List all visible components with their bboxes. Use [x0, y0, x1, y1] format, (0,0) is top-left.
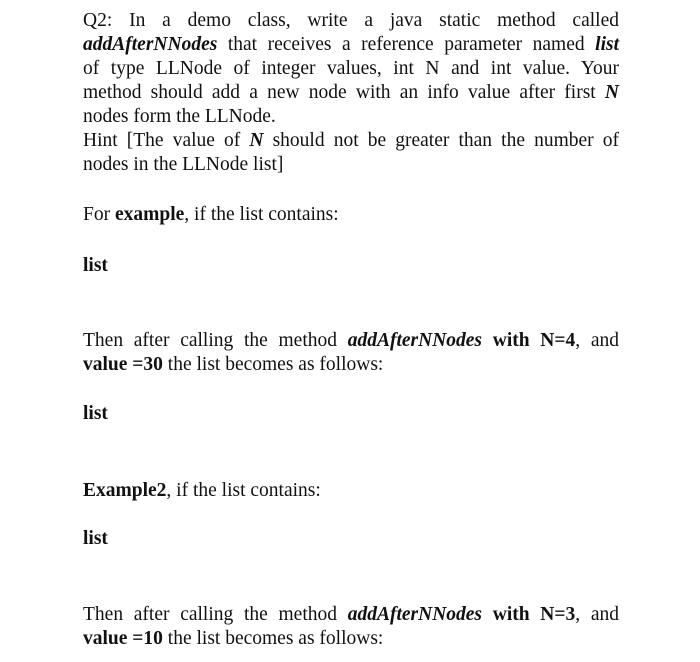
example1-intro-line [83, 203, 619, 227]
example-label: example [114, 204, 185, 225]
example1-result-paragraph [83, 329, 619, 377]
hint-text-post: should not be greater than the number of [263, 130, 620, 151]
question-line-4 [83, 81, 619, 105]
example1-value: value =30 [83, 354, 163, 375]
question-line-2 [83, 33, 619, 57]
example2-result-paragraph [83, 603, 619, 651]
example2-then-pre: Then after calling the method [83, 604, 348, 625]
question-line-4-text: method should add a new node with an info value after first [83, 82, 605, 103]
question-line-1: Q2: In a demo class, write a java static method called [83, 10, 619, 31]
question-line-3: of type LLNode of integer values, int N and int value. Your [83, 58, 619, 79]
example1-n-value: with N=4 [482, 330, 576, 351]
example2-intro [83, 479, 619, 503]
example1-value-line [83, 353, 619, 377]
example2-then-line [83, 603, 619, 627]
hint-n-variable: N [249, 130, 264, 151]
example1-intro-post: , if the list contains: [184, 204, 339, 225]
example1-list-label-before: list [83, 255, 108, 276]
hint-line-2: nodes in the LLNode list] [83, 154, 284, 175]
example1-then-post: , and [575, 330, 619, 351]
example1-value-post: the list becomes as follows: [162, 354, 384, 375]
method-name: addAfterNNodes [83, 34, 218, 55]
example2-value: value =10 [83, 628, 163, 649]
example1-method-name: addAfterNNodes [347, 330, 483, 351]
hint-text-pre: Hint [The value of [83, 130, 250, 151]
n-variable: N [604, 82, 619, 103]
example2-intro-line [83, 479, 619, 503]
example1-intro-pre: For [83, 204, 115, 225]
example2-n-value: with N=3 [482, 604, 576, 625]
question-line-2-text: that receives a reference parameter named [217, 34, 596, 55]
example2-then-post: , and [575, 604, 619, 625]
question-line-5: nodes form the LLNode. [83, 106, 276, 127]
example1-then-line [83, 329, 619, 353]
example2-label: Example2 [83, 480, 167, 501]
example1-intro [83, 203, 619, 227]
example2-list-label-before: list [83, 528, 108, 549]
example2-value-post: the list becomes as follows: [162, 628, 384, 649]
hint-line-1 [83, 129, 619, 153]
example1-list-label-after: list [83, 403, 108, 424]
param-name: list [595, 34, 619, 55]
example2-value-line [83, 627, 619, 651]
example2-method-name: addAfterNNodes [347, 604, 483, 625]
question-paragraph [83, 9, 619, 177]
example2-intro-post: , if the list contains: [166, 480, 321, 501]
example1-then-pre: Then after calling the method [83, 330, 348, 351]
